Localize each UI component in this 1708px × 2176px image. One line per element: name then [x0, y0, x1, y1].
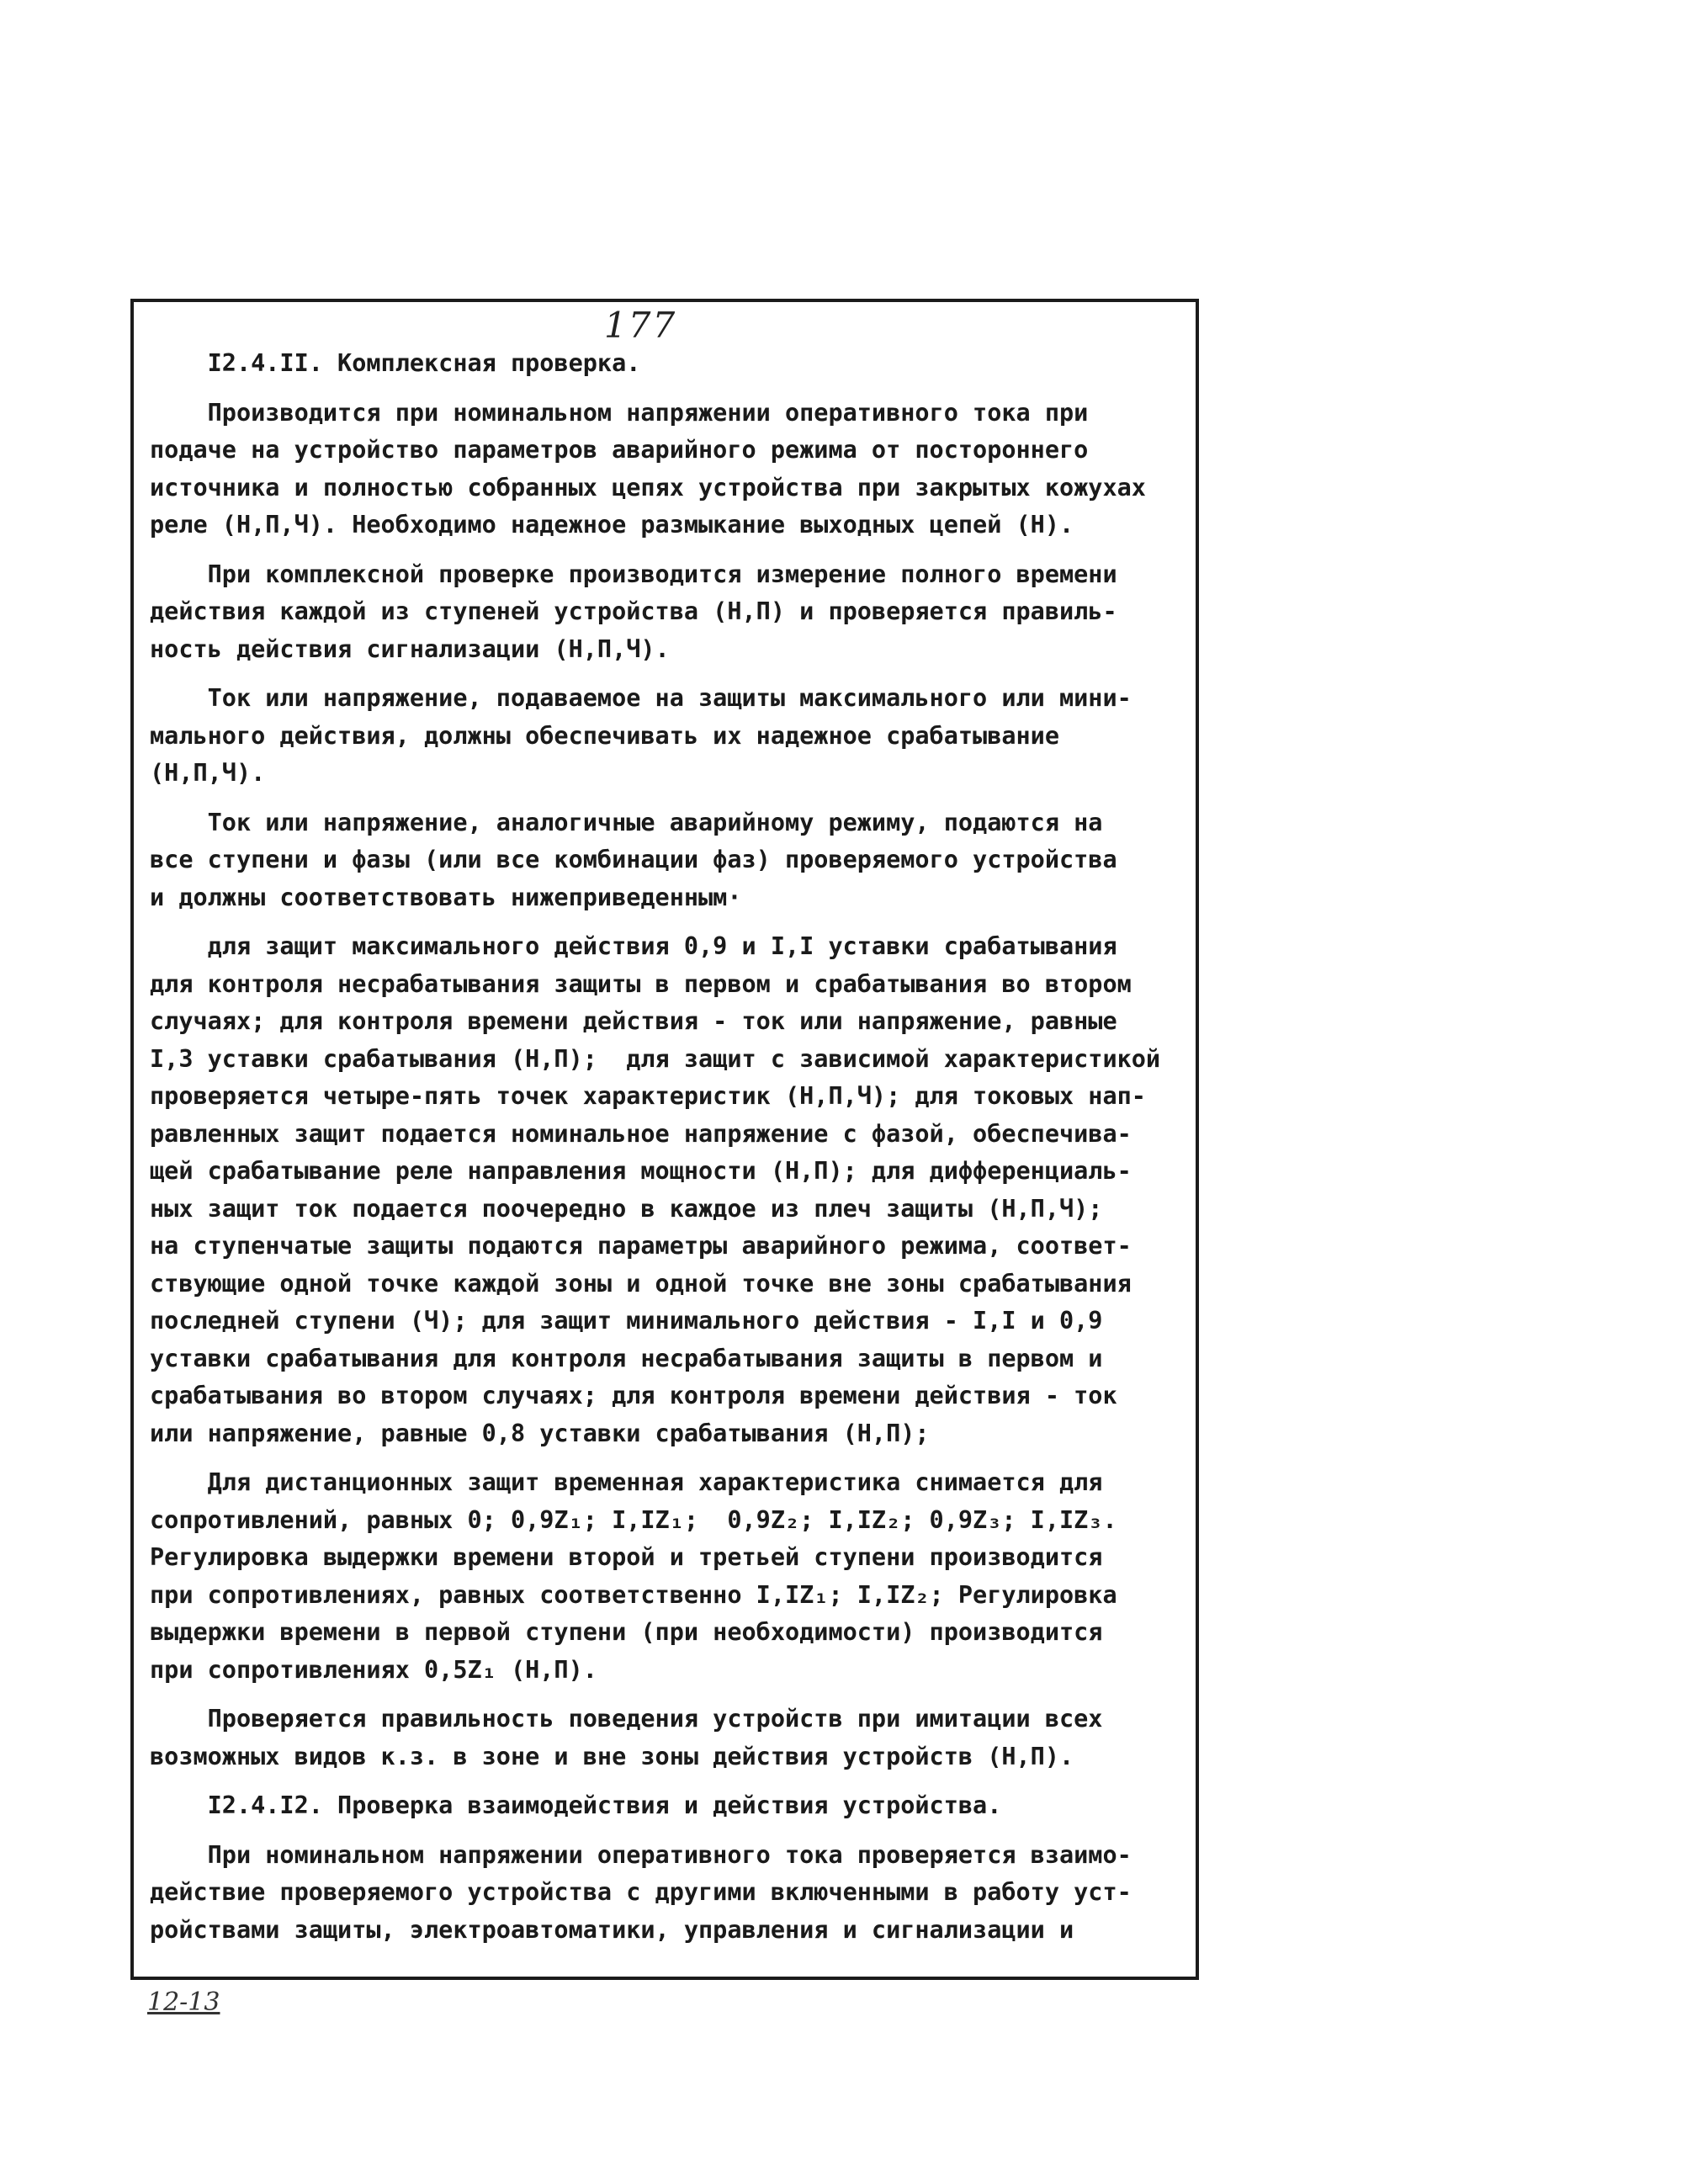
paragraph-gap	[150, 1775, 1195, 1787]
text-line: При номинальном напряжении оперативного тока проверяется взаимо-	[150, 1840, 1132, 1869]
text-line: все ступени и фазы (или все комбинации фаз) проверяемого устройства	[150, 846, 1117, 873]
paragraph	[150, 345, 1195, 383]
paragraph-gap	[150, 668, 1195, 680]
paragraph-gap	[150, 1689, 1195, 1701]
text-line: I,3 уставки срабатывания (Н,П); для защит с зависимой характеристикой	[150, 1044, 1161, 1073]
text-line: при сопротивлениях 0,5Z₁ (Н,П).	[150, 1655, 597, 1684]
text-line: действие проверяемого устройства с другими включенными в работу уст-	[150, 1878, 1132, 1906]
text-line: реле (Н,П,Ч). Необходимо надежное размыкание выходных цепей (Н).	[150, 511, 1074, 539]
text-line: уставки срабатывания для контроля несрабатывания защиты в первом и	[150, 1344, 1103, 1372]
document-body	[150, 345, 1195, 1949]
text-line: или напряжение, равные 0,8 уставки срабатывания (Н,П);	[150, 1419, 930, 1447]
text-line: (Н,П,Ч).	[150, 759, 266, 787]
text-line: I2.4.II. Комплексная проверка.	[150, 349, 641, 377]
text-line: Ток или напряжение, подаваемое на защиты максимального или мини-	[150, 684, 1132, 712]
paragraph	[150, 1464, 1195, 1689]
footer-mark: 12-13	[147, 1988, 220, 2017]
paragraph-gap	[150, 383, 1195, 395]
text-line: проверяется четыре-пять точек характеристик (Н,П,Ч); для токовых нап-	[150, 1082, 1146, 1110]
paragraph	[150, 1787, 1195, 1825]
text-line: равленных защит подается номинальное напряжение с фазой, обеспечива-	[150, 1119, 1132, 1148]
text-line: для контроля несрабатывания защиты в первом и срабатывания во втором	[150, 969, 1132, 998]
text-line: Для дистанционных защит временная характеристика снимается для	[150, 1468, 1103, 1496]
text-line: при сопротивлениях, равных соответственно I,IZ₁; I,IZ₂; Регулировка	[150, 1580, 1117, 1609]
text-line: последней ступени (Ч); для защит минимального действия - I,I и 0,9	[150, 1307, 1103, 1335]
text-line: ных защит ток подается поочередно в каждое из плеч защиты (Н,П,Ч);	[150, 1194, 1103, 1223]
text-line: Ток или напряжение, аналогичные аварийному режиму, подаются на	[150, 808, 1103, 836]
paragraph	[150, 1701, 1195, 1775]
paragraph-gap	[150, 1452, 1195, 1464]
paragraph-gap	[150, 916, 1195, 928]
text-line: Производится при номинальном напряжении оперативного тока при	[150, 398, 1089, 427]
text-line: I2.4.I2. Проверка взаимодействия и действия устройства.	[150, 1791, 1002, 1819]
text-line: выдержки времени в первой ступени (при необходимости) производится	[150, 1618, 1103, 1646]
text-line: срабатывания во втором случаях; для контроля времени действия - ток	[150, 1382, 1117, 1409]
paragraph	[150, 804, 1195, 917]
paragraph	[150, 556, 1195, 669]
text-line: ройствами защиты, электроавтоматики, управления и сигнализации и	[150, 1915, 1074, 1944]
page-number: 177	[604, 305, 677, 346]
paragraph-gap	[150, 1825, 1195, 1837]
text-line: случаях; для контроля времени действия - ток или напряжение, равные	[150, 1007, 1117, 1035]
text-line: сопротивлений, равных 0; 0,9Z₁; I,IZ₁; 0,9Z₂; I,IZ₂; 0,9Z₃; I,IZ₃.	[150, 1505, 1117, 1534]
text-line: ность действия сигнализации (Н,П,Ч).	[150, 634, 670, 663]
text-line: мального действия, должны обеспечивать их надежное срабатывание	[150, 721, 1059, 750]
text-line: возможных видов к.з. в зоне и вне зоны действия устройств (Н,П).	[150, 1742, 1074, 1770]
text-line: на ступенчатые защиты подаются параметры аварийного режима, соответ-	[150, 1232, 1132, 1260]
text-line: и должны соответствовать нижеприведенным·	[150, 883, 742, 911]
text-line: Регулировка выдержки времени второй и третьей ступени производится	[150, 1543, 1103, 1571]
paragraph-gap	[150, 544, 1195, 556]
paragraph-gap	[150, 793, 1195, 804]
text-line: ствующие одной точке каждой зоны и одной точке вне зоны срабатывания	[150, 1269, 1132, 1298]
text-line: При комплексной проверке производится измерение полного времени	[150, 560, 1117, 588]
paragraph	[150, 1837, 1195, 1950]
paragraph	[150, 395, 1195, 544]
text-line: Проверяется правильность поведения устройств при имитации всех	[150, 1705, 1103, 1733]
paragraph	[150, 680, 1195, 793]
text-line: источника и полностью собранных цепях устройства при закрытых кожухах	[150, 473, 1146, 502]
text-line: для защит максимального действия 0,9 и I,I уставки срабатывания	[150, 932, 1117, 960]
text-line: действия каждой из ступеней устройства (Н,П) и проверяется правиль-	[150, 597, 1117, 625]
text-line: подаче на устройство параметров аварийного режима от постороннего	[150, 436, 1089, 464]
text-line: щей срабатывание реле направления мощности (Н,П); для дифференциаль-	[150, 1157, 1132, 1185]
paragraph	[150, 928, 1195, 1452]
